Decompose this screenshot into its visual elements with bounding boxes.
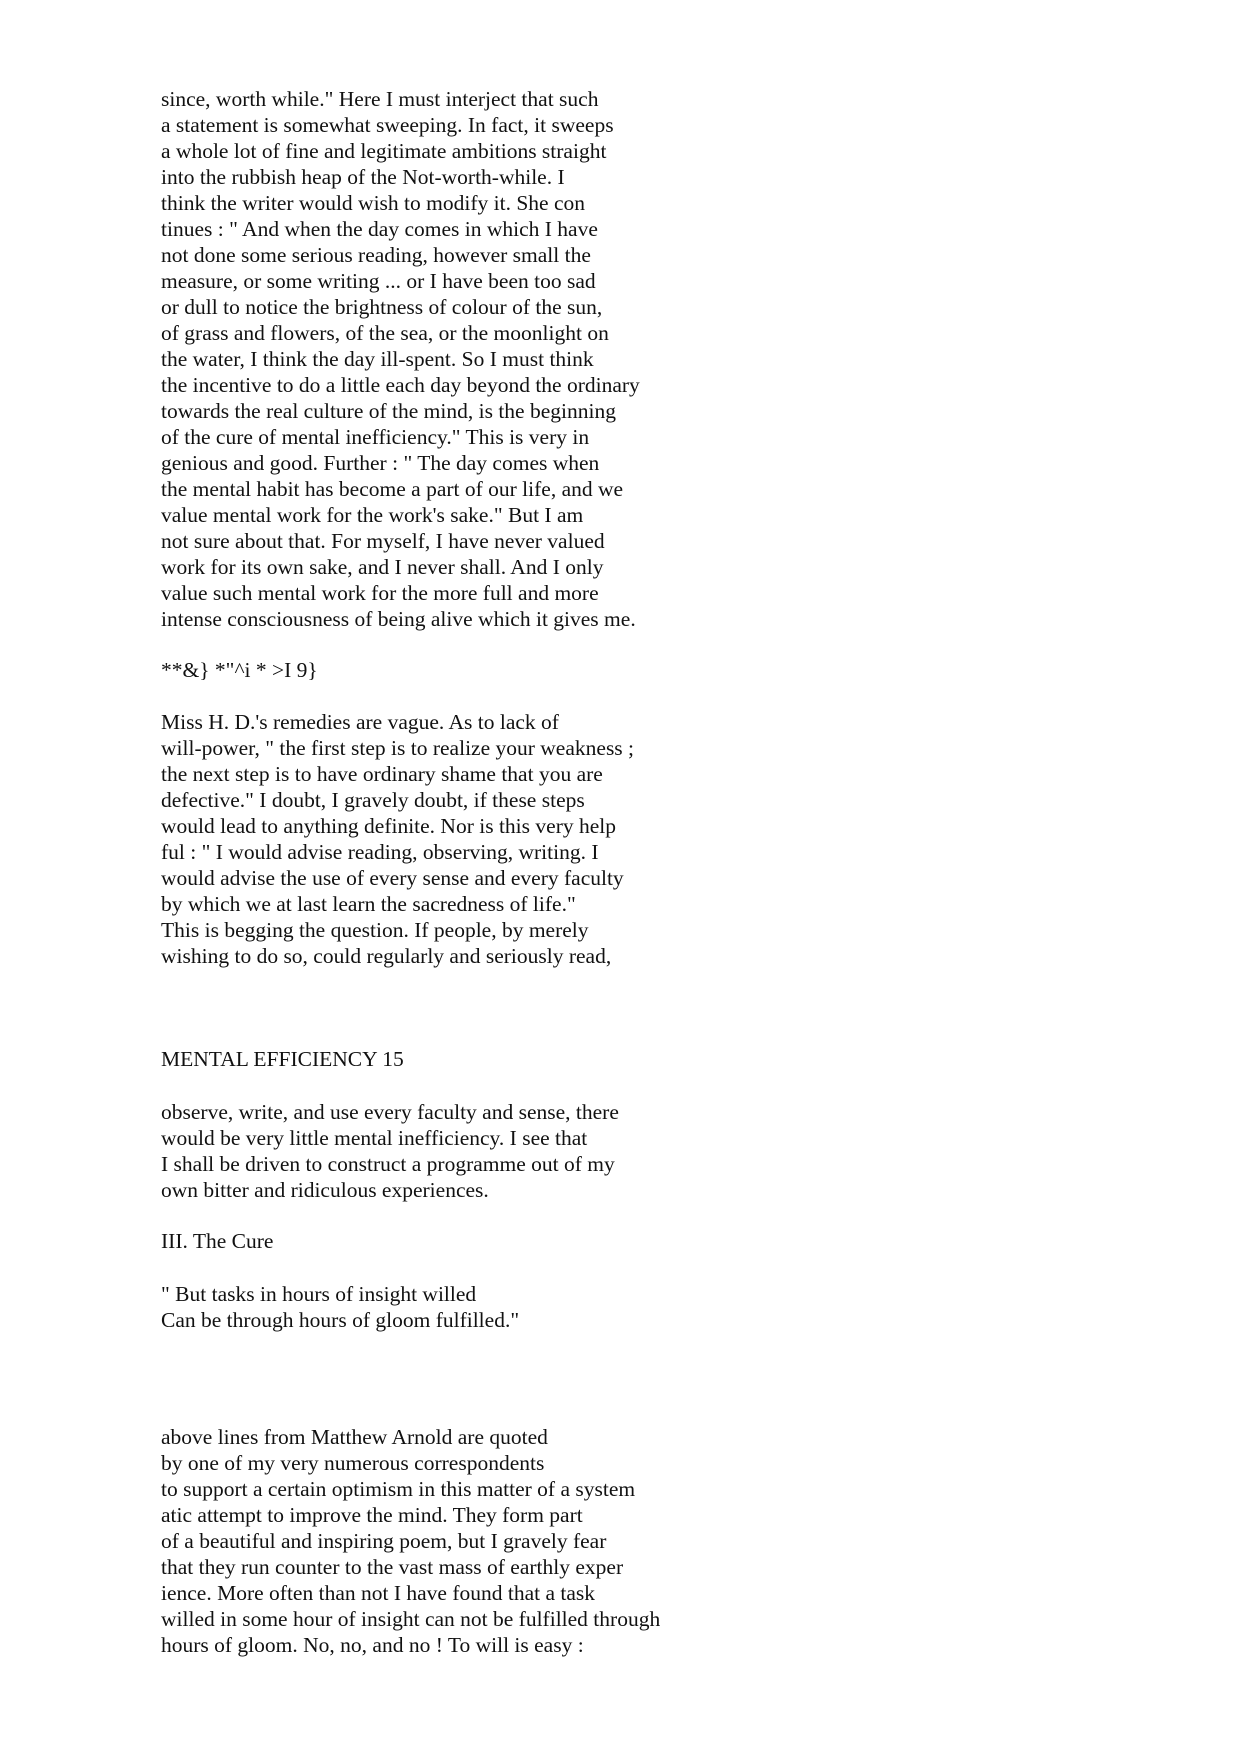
text-line: the incentive to do a little each day beyond the ordinary (161, 373, 640, 397)
quote-line: Can be through hours of gloom fulfilled." (161, 1308, 520, 1332)
text-line: a whole lot of fine and legitimate ambitions straight (161, 139, 607, 163)
section-title: III. The Cure (161, 1229, 274, 1253)
text-line: value mental work for the work's sake." But I am (161, 503, 584, 527)
text-line: will-power, " the first step is to realize your weakness ; (161, 736, 635, 760)
text-line: Miss H. D.'s remedies are vague. As to lack of (161, 710, 559, 734)
running-header (161, 1046, 1161, 1072)
text-line: of a beautiful and inspiring poem, but I gravely fear (161, 1529, 607, 1553)
text-line: a statement is somewhat sweeping. In fact, it sweeps (161, 113, 614, 137)
paragraph-1 (161, 86, 1161, 632)
text-line: This is begging the question. If people, by merely (161, 918, 589, 942)
text-line: own bitter and ridiculous experiences. (161, 1178, 489, 1202)
paragraph-2 (161, 709, 1161, 969)
text-line: observe, write, and use every faculty and sense, there (161, 1100, 619, 1124)
text-line: I shall be driven to construct a programme out of my (161, 1152, 615, 1176)
text-line: not done some serious reading, however small the (161, 243, 591, 267)
text-line: wishing to do so, could regularly and seriously read, (161, 944, 612, 968)
text-line: by one of my very numerous correspondents (161, 1451, 545, 1475)
text-line: ful : " I would advise reading, observing, writing. I (161, 840, 599, 864)
ocr-artifact-line (161, 657, 1161, 683)
text-line: to support a certain optimism in this matter of a system (161, 1477, 636, 1501)
text-line: into the rubbish heap of the Not-worth-while. I (161, 165, 565, 189)
text-line: of grass and flowers, of the sea, or the moonlight on (161, 321, 609, 345)
text-line: would lead to anything definite. Nor is this very help (161, 814, 616, 838)
paragraph-3 (161, 1099, 1161, 1203)
text-line: not sure about that. For myself, I have never valued (161, 529, 605, 553)
page-header-text: MENTAL EFFICIENCY 15 (161, 1047, 404, 1071)
text-line: of the cure of mental inefficiency." This is very in (161, 425, 590, 449)
text-line: defective." I doubt, I gravely doubt, if these steps (161, 788, 585, 812)
text-line: intense consciousness of being alive which it gives me. (161, 607, 636, 631)
text-line: willed in some hour of insight can not be fulfilled through (161, 1607, 661, 1631)
text-line: the water, I think the day ill-spent. So I must think (161, 347, 594, 371)
text-line: would be very little mental inefficiency. I see that (161, 1126, 588, 1150)
text-line: the next step is to have ordinary shame that you are (161, 762, 603, 786)
text-line: by which we at last learn the sacredness of life." (161, 892, 576, 916)
text-line: atic attempt to improve the mind. They form part (161, 1503, 583, 1527)
text-line: **&} *"^i * >I 9} (161, 658, 318, 682)
text-line: or dull to notice the brightness of colour of the sun, (161, 295, 603, 319)
text-line: ience. More often than not I have found that a task (161, 1581, 596, 1605)
epigraph (161, 1281, 1161, 1333)
text-line: that they run counter to the vast mass of earthly exper (161, 1555, 624, 1579)
quote-line: " But tasks in hours of insight willed (161, 1282, 477, 1306)
text-line: would advise the use of every sense and every faculty (161, 866, 624, 890)
text-line: tinues : " And when the day comes in which I have (161, 217, 598, 241)
text-line: towards the real culture of the mind, is the beginning (161, 399, 616, 423)
text-line: hours of gloom. No, no, and no ! To will is easy : (161, 1633, 584, 1657)
text-line: work for its own sake, and I never shall. And I only (161, 555, 604, 579)
section-heading (161, 1228, 1161, 1254)
text-line: genious and good. Further : " The day comes when (161, 451, 600, 475)
paragraph-4 (161, 1424, 1161, 1658)
text-line: above lines from Matthew Arnold are quoted (161, 1425, 548, 1449)
text-line: measure, or some writing ... or I have been too sad (161, 269, 596, 293)
text-line: since, worth while." Here I must interject that such (161, 87, 599, 111)
text-line: think the writer would wish to modify it. She con (161, 191, 585, 215)
text-line: value such mental work for the more full and more (161, 581, 599, 605)
text-line: the mental habit has become a part of our life, and we (161, 477, 624, 501)
